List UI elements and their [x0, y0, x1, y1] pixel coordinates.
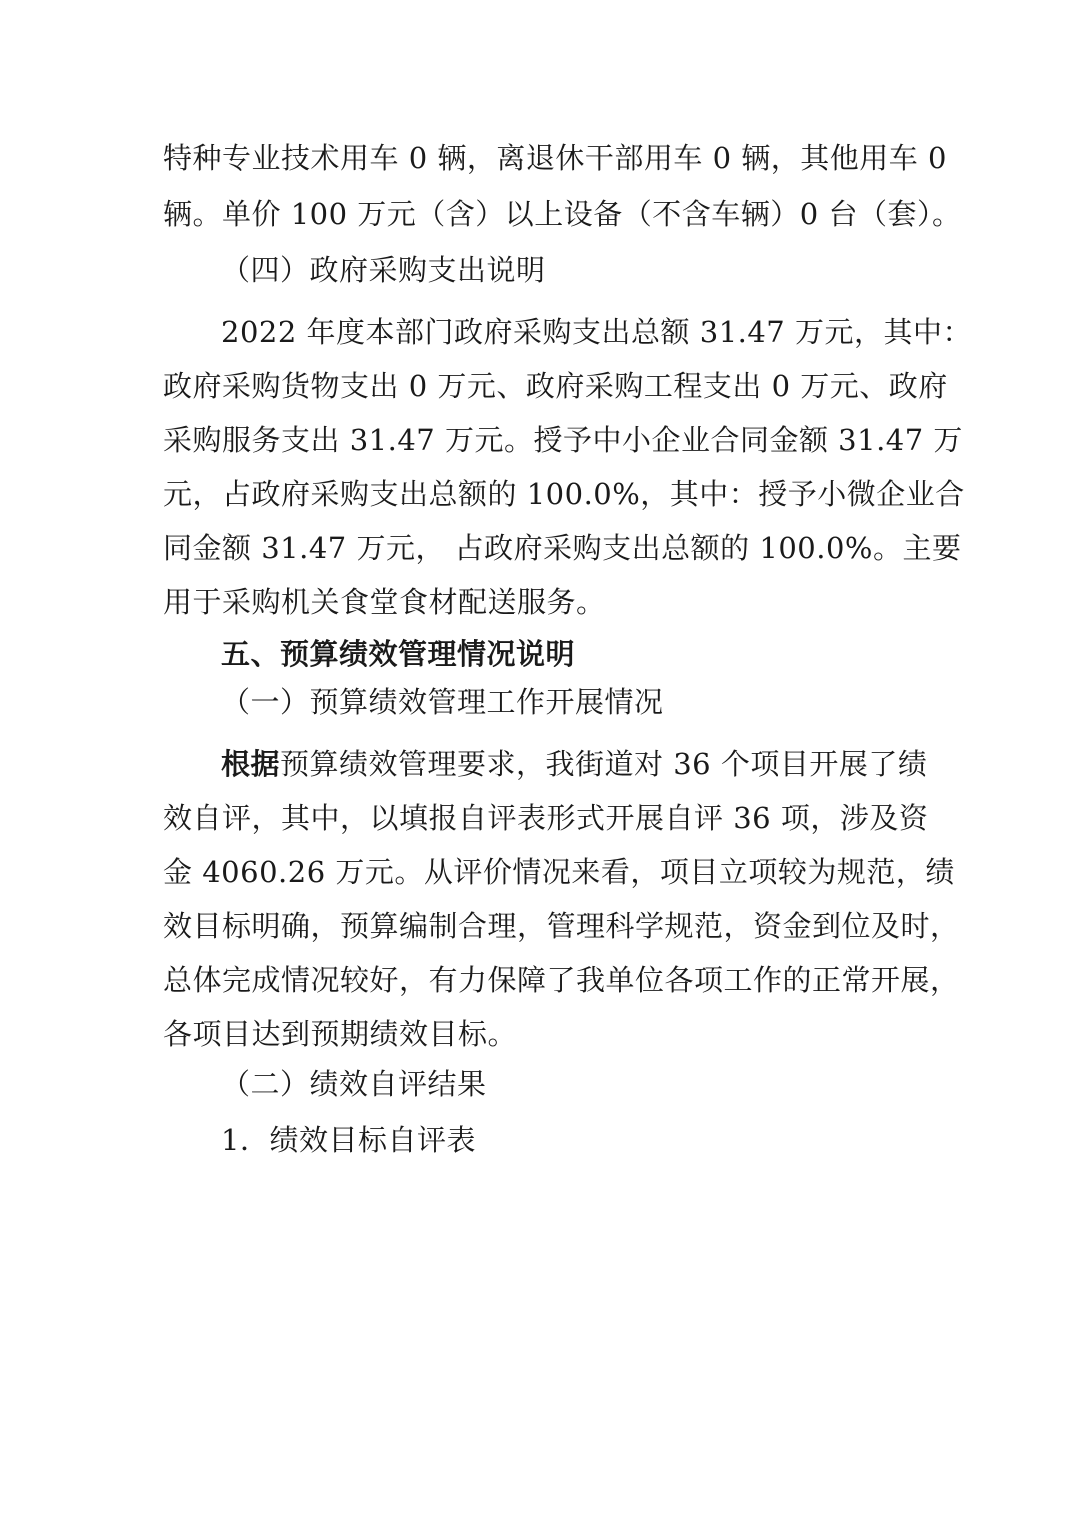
paragraph-line: 金 4060.26 万元。从评价情况来看，项目立项较为规范，绩	[163, 855, 955, 889]
paragraph-line: 效目标明确，预算编制合理，管理科学规范，资金到位及时，	[163, 909, 960, 943]
paragraph-line: 各项目达到预期绩效目标。	[163, 1017, 518, 1051]
paragraph-line	[221, 744, 981, 784]
paragraph-line: 效自评，其中，以填报自评表形式开展自评 36 项，涉及资	[163, 801, 929, 835]
paragraph-line: 同金额 31.47 万元， 占政府采购支出总额的 100.0%。主要	[163, 531, 962, 565]
section-subheading: （四）政府采购支出说明	[221, 253, 546, 287]
paragraph-line: 2022 年度本部门政府采购支出总额 31.47 万元，其中：	[221, 315, 972, 349]
paragraph-line: 总体完成情况较好，有力保障了我单位各项工作的正常开展，	[163, 963, 960, 997]
list-item-heading: 1．绩效目标自评表	[221, 1123, 476, 1157]
section-subheading: （一）预算绩效管理工作开展情况	[221, 685, 664, 719]
section-subheading: （二）绩效自评结果	[221, 1067, 487, 1101]
paragraph-line: 政府采购货物支出 0 万元、政府采购工程支出 0 万元、政府	[163, 369, 948, 403]
paragraph-line: 用于采购机关食堂食材配送服务。	[163, 585, 606, 619]
paragraph-line: 采购服务支出 31.47 万元。授予中小企业合同金额 31.47 万	[163, 423, 963, 457]
lead-word: 根据	[221, 747, 281, 781]
lead-continuation: 预算绩效管理要求，我街道对 36 个项目开展了绩	[280, 747, 928, 781]
paragraph-line: 特种专业技术用车 0 辆，离退休干部用车 0 辆，其他用车 0	[163, 141, 947, 175]
paragraph-line: 辆。单价 100 万元（含）以上设备（不含车辆）0 台（套）。	[163, 197, 962, 231]
paragraph-line: 元，占政府采购支出总额的 100.0%，其中：授予小微企业合	[163, 477, 965, 511]
section-heading: 五、预算绩效管理情况说明	[221, 637, 576, 671]
